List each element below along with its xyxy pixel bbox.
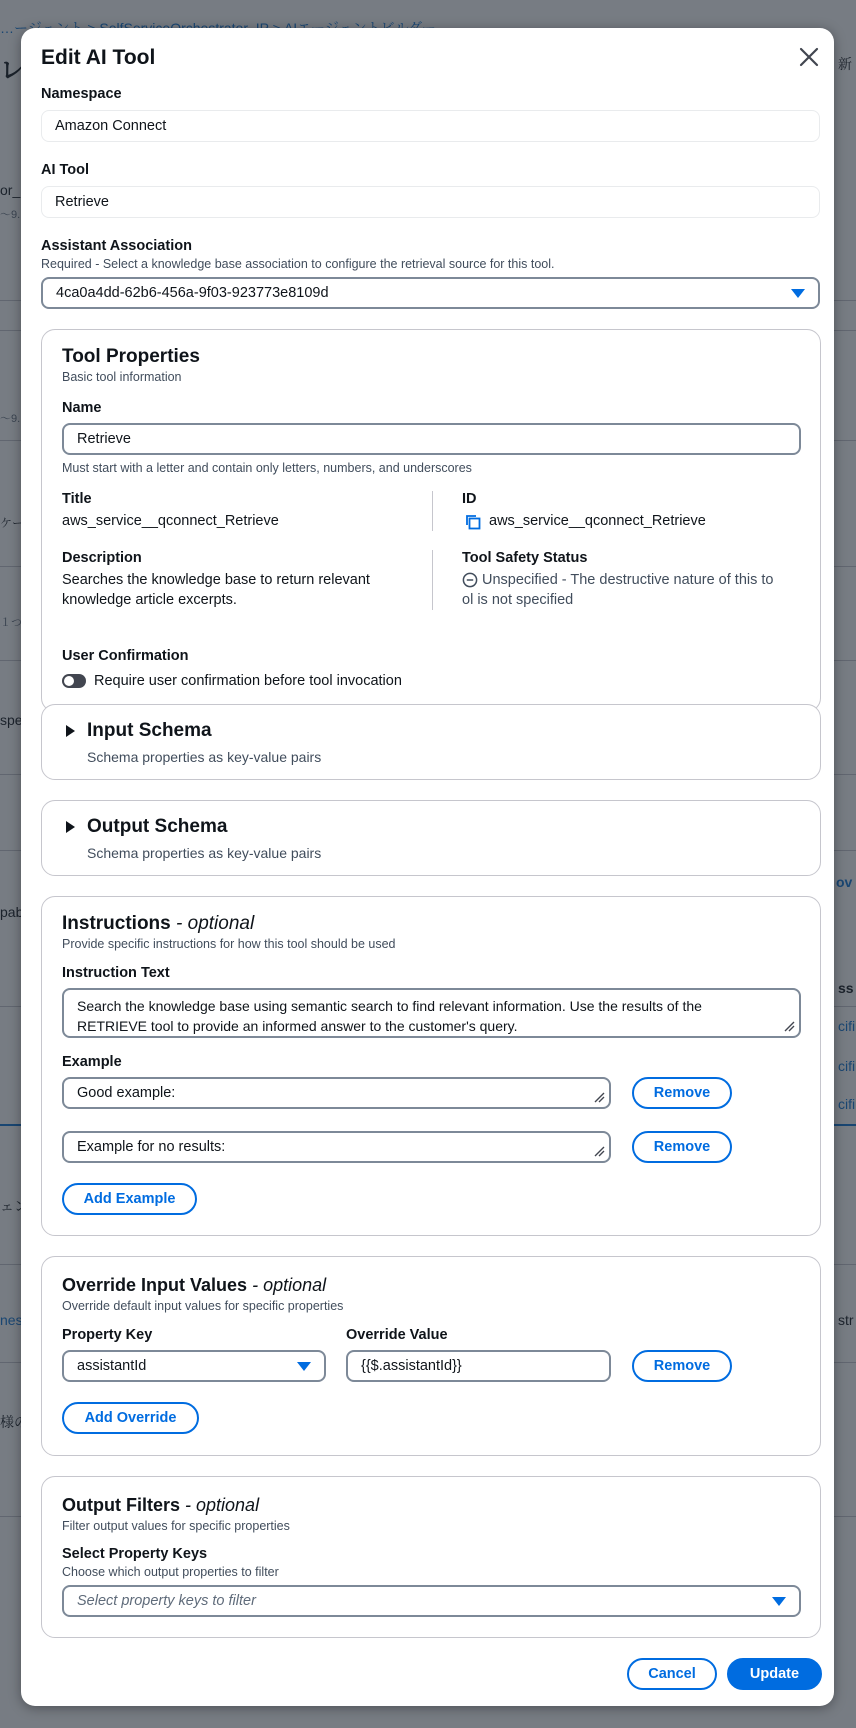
- user-confirmation-toggle[interactable]: [62, 674, 86, 688]
- input-schema-section[interactable]: [41, 704, 821, 780]
- minus-circle-icon: [462, 572, 478, 588]
- id-value: aws_service__qconnect_Retrieve: [489, 513, 706, 529]
- example-textarea[interactable]: [62, 1131, 611, 1163]
- override-value-label: Override Value: [346, 1327, 448, 1343]
- description-line: Searches the knowledge base to return relevant: [62, 572, 370, 588]
- output-schema-heading: Output Schema: [87, 816, 228, 837]
- property-keys-placeholder: Select property keys to filter: [77, 1593, 256, 1609]
- property-key-label: Property Key: [62, 1327, 153, 1343]
- tool-safety-line: ol is not specified: [462, 592, 574, 608]
- cancel-button[interactable]: Cancel: [627, 1658, 717, 1690]
- override-value-input[interactable]: [346, 1350, 611, 1382]
- property-key-value: assistantId: [77, 1358, 147, 1374]
- title-value: aws_service__qconnect_Retrieve: [62, 513, 279, 529]
- input-schema-heading: Input Schema: [87, 720, 212, 741]
- instructions-panel: [41, 896, 821, 1236]
- copy-id-button[interactable]: [464, 513, 482, 531]
- name-hint: Must start with a letter and contain only letters, numbers, and underscores: [62, 461, 472, 475]
- output-filters-heading: [62, 1495, 259, 1516]
- caret-right-icon: [66, 725, 75, 737]
- input-schema-subheading: Schema properties as key-value pairs: [87, 749, 322, 765]
- override-input-panel: [41, 1256, 821, 1456]
- output-schema-section[interactable]: [41, 800, 821, 876]
- select-property-keys-label: Select Property Keys: [62, 1546, 208, 1562]
- user-confirmation-label: User Confirmation: [62, 648, 189, 664]
- output-filters-subheading: Filter output values for specific properties: [62, 1519, 290, 1533]
- description-line: knowledge article excerpts.: [62, 592, 237, 608]
- copy-icon: [464, 513, 482, 531]
- example-text: Good example:: [77, 1085, 176, 1101]
- tool-safety-line: Unspecified - The destructive nature of this to: [482, 572, 774, 588]
- tool-properties-panel: [41, 329, 821, 712]
- modal-title: Edit AI Tool: [41, 46, 156, 69]
- user-confirmation-text: Require user confirmation before tool invocation: [94, 673, 402, 689]
- namespace-value: Amazon Connect: [55, 118, 167, 134]
- override-heading-text: Override Input Values: [62, 1275, 248, 1295]
- instructions-subheading: Provide specific instructions for how this tool should be used: [62, 937, 396, 951]
- ai-tool-value: Retrieve: [55, 194, 109, 210]
- optional-tag: - optional: [252, 1275, 327, 1295]
- namespace-label: Namespace: [41, 86, 122, 102]
- remove-override-button[interactable]: Remove: [632, 1350, 732, 1382]
- column-divider: [432, 550, 433, 610]
- output-schema-subheading: Schema properties as key-value pairs: [87, 845, 322, 861]
- add-example-button[interactable]: Add Example: [62, 1183, 197, 1215]
- assistant-association-value: 4ca0a4dd-62b6-456a-9f03-923773e8109d: [56, 285, 329, 301]
- update-button[interactable]: Update: [727, 1658, 822, 1690]
- assistant-association-label: Assistant Association: [41, 238, 192, 254]
- instructions-heading: [62, 913, 254, 935]
- remove-example-button[interactable]: Remove: [632, 1131, 732, 1163]
- select-property-keys-description: Choose which output properties to filter: [62, 1565, 279, 1579]
- output-filters-panel: [41, 1476, 821, 1638]
- column-divider: [432, 491, 433, 531]
- resize-handle-icon[interactable]: [783, 1020, 795, 1032]
- override-subheading: Override default input values for specific properties: [62, 1299, 344, 1313]
- output-filters-heading-text: Output Filters: [62, 1495, 180, 1515]
- ai-tool-label: AI Tool: [41, 162, 90, 178]
- property-keys-multiselect[interactable]: [62, 1585, 801, 1617]
- assistant-association-select[interactable]: [41, 277, 820, 309]
- assistant-association-description: Required - Select a knowledge base association to configure the retrieval source for this tool.: [41, 257, 555, 271]
- override-heading: [62, 1275, 326, 1296]
- caret-down-icon: [772, 1597, 786, 1606]
- instruction-text-line: RETRIEVE tool to provide an informed answer to the customer's query.: [77, 1018, 518, 1034]
- optional-tag: - optional: [176, 913, 255, 934]
- example-label: Example: [62, 1054, 122, 1070]
- tool-properties-heading: Tool Properties: [62, 346, 200, 367]
- add-override-button[interactable]: Add Override: [62, 1402, 199, 1434]
- example-textarea[interactable]: [62, 1077, 611, 1109]
- tool-properties-subheading: Basic tool information: [62, 370, 182, 384]
- caret-down-icon: [791, 289, 805, 298]
- ai-tool-field: [41, 186, 820, 218]
- tool-safety-label: Tool Safety Status: [462, 550, 588, 566]
- instructions-heading-text: Instructions: [62, 913, 171, 934]
- property-key-select[interactable]: [62, 1350, 326, 1382]
- caret-down-icon: [297, 1362, 311, 1371]
- edit-ai-tool-modal: [21, 28, 834, 1706]
- instruction-text-label: Instruction Text: [62, 965, 170, 981]
- name-value: Retrieve: [77, 431, 131, 447]
- namespace-field: [41, 110, 820, 142]
- id-label: ID: [462, 491, 477, 507]
- close-button[interactable]: [795, 43, 823, 71]
- instruction-text-line: Search the knowledge base using semantic search to find relevant information. Use the results of the: [77, 998, 702, 1014]
- title-label: Title: [62, 491, 92, 507]
- resize-handle-icon[interactable]: [593, 1091, 605, 1103]
- example-text: Example for no results:: [77, 1139, 226, 1155]
- optional-tag: - optional: [185, 1495, 260, 1515]
- remove-example-button[interactable]: Remove: [632, 1077, 732, 1109]
- description-label: Description: [62, 550, 142, 566]
- override-value-text: {{$.assistantId}}: [361, 1358, 462, 1374]
- resize-handle-icon[interactable]: [593, 1145, 605, 1157]
- instruction-textarea[interactable]: [62, 988, 801, 1038]
- name-input[interactable]: [62, 423, 801, 455]
- caret-right-icon: [66, 821, 75, 833]
- close-icon: [795, 43, 823, 71]
- name-label: Name: [62, 400, 102, 416]
